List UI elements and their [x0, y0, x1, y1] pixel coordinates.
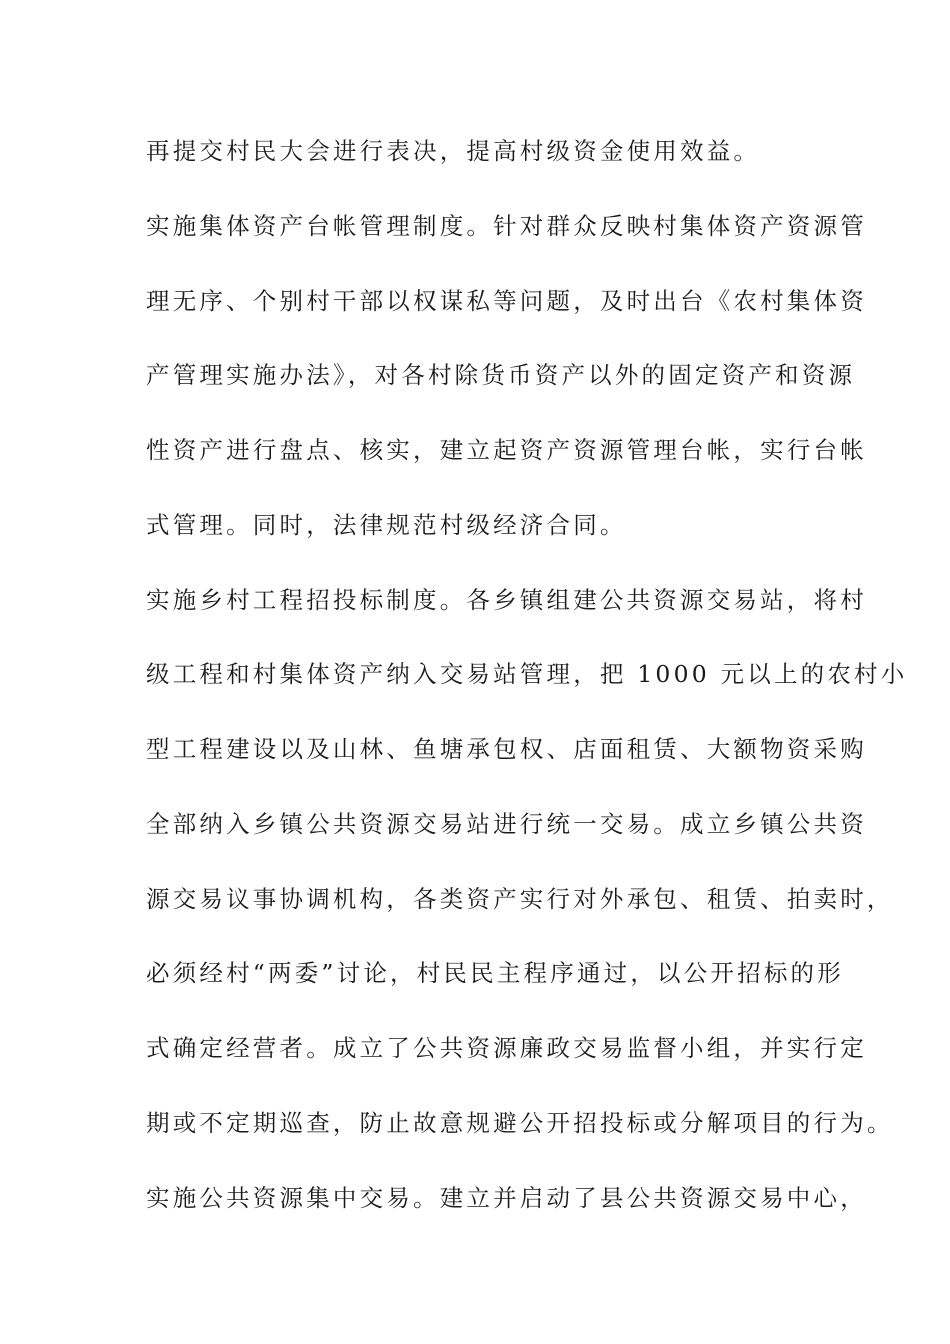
text-line: 产管理实施办法》，对各村除货币资产以外的固定资产和资源: [146, 361, 856, 389]
text-line: 性资产进行盘点、核实，建立起资产资源管理台帐，实行台帐: [146, 436, 867, 464]
text-line: 再提交村民大会进行表决，提高村级资金使用效益。: [146, 137, 761, 165]
text-line: 式管理。同时，法律规范村级经济合同。: [146, 511, 627, 539]
text-line: 实施乡村工程招投标制度。各乡镇组建公共资源交易站，将村: [146, 586, 867, 614]
text-line: 级工程和村集体资产纳入交易站管理，把 1000 元以上的农村小: [146, 660, 908, 688]
text-line: 实施公共资源集中交易。建立并启动了县公共资源交易中心，: [146, 1184, 867, 1212]
text-line: 全部纳入乡镇公共资源交易站进行统一交易。成立乡镇公共资: [146, 810, 867, 838]
text-line: 期或不定期巡查，防止故意规避公开招投标或分解项目的行为。: [146, 1109, 894, 1137]
text-line: 式确定经营者。成立了公共资源廉政交易监督小组，并实行定: [146, 1034, 867, 1062]
text-line: 源交易议事协调机构，各类资产实行对外承包、租赁、拍卖时，: [146, 885, 894, 913]
text-line: 实施集体资产台帐管理制度。针对群众反映村集体资产资源管: [146, 212, 867, 240]
text-line: 必须经村“两委”讨论，村民民主程序通过，以公开招标的形: [146, 959, 844, 987]
text-line: 型工程建设以及山林、鱼塘承包权、店面租赁、大额物资采购: [146, 735, 867, 763]
text-line: 理无序、个别村干部以权谋私等问题，及时出台《农村集体资: [146, 287, 867, 315]
